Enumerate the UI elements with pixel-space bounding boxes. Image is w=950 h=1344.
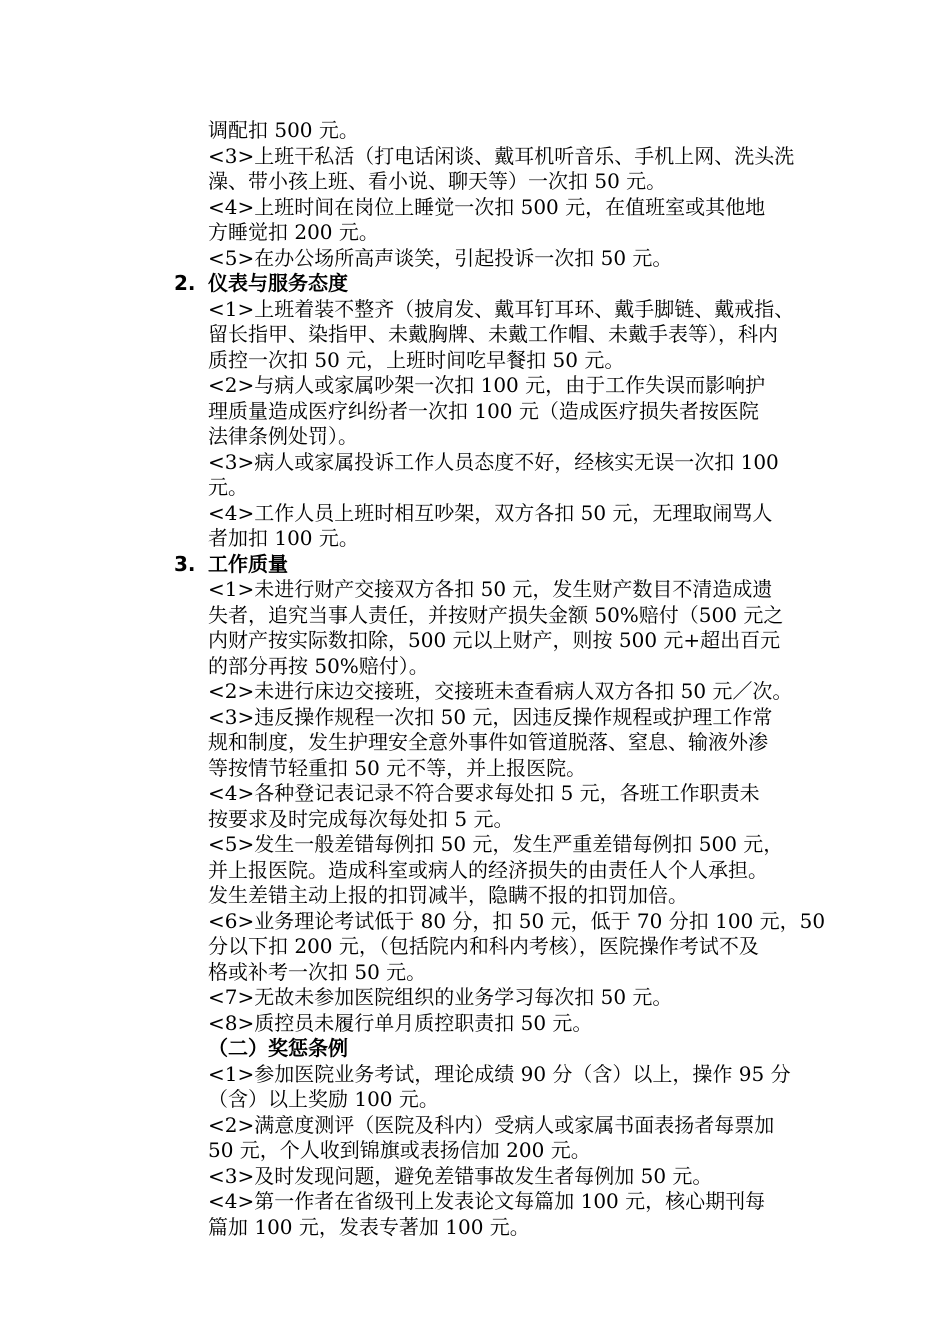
text-line [174, 883, 824, 909]
text-line [174, 118, 824, 144]
text-line [174, 909, 824, 935]
section-heading [174, 271, 824, 297]
line-text: 内财产按实际数扣除，500 元以上财产，则按 500 元+超出百元 [208, 628, 781, 652]
line-text: 并上报医院。造成科室或病人的经济损失的由责任人个人承担。 [208, 857, 768, 882]
line-text: （含）以上奖励 100 元。 [208, 1087, 439, 1111]
line-text: 的部分再按 50%赔付）。 [208, 653, 429, 678]
text-line [174, 475, 824, 501]
text-line [174, 1011, 824, 1037]
section-number: 3. [174, 551, 196, 576]
line-text: <2>满意度测评（医院及科内）受病人或家属书面表扬者每票加 [208, 1112, 775, 1137]
text-line [174, 960, 824, 986]
text-line [174, 220, 824, 246]
line-text: 质控一次扣 50 元，上班时间吃早餐扣 50 元。 [208, 347, 625, 372]
line-text: 格或补考一次扣 50 元。 [208, 959, 427, 984]
line-text: <6>业务理论考试低于 80 分，扣 50 元，低于 70 分扣 100 元，50 [208, 908, 826, 933]
line-text: <3>违反操作规程一次扣 50 元，因违反操作规程或护理工作常 [208, 704, 773, 729]
line-text: <8>质控员未履行单月质控职责扣 50 元。 [208, 1010, 593, 1035]
text-line [174, 730, 824, 756]
line-text: 元。 [208, 475, 248, 499]
line-text: 澡、带小孩上班、看小说、聊天等）一次扣 50 元。 [208, 169, 667, 193]
text-line [174, 577, 824, 603]
section-heading [174, 552, 824, 578]
text-line [174, 297, 824, 323]
text-line [174, 399, 824, 425]
line-text: 方睡觉扣 200 元。 [208, 220, 379, 244]
document-body [174, 118, 824, 1240]
text-line [174, 603, 824, 629]
text-line [174, 858, 824, 884]
text-line [174, 1164, 824, 1190]
text-line [174, 373, 824, 399]
line-text: 仪表与服务态度 [208, 271, 348, 295]
line-text: <4>第一作者在省级刊上发表论文每篇加 100 元，核心期刊每 [208, 1189, 766, 1213]
line-text: 等按情节轻重扣 50 元不等，并上报医院。 [208, 755, 587, 780]
section-number: 2. [174, 271, 196, 295]
line-text: 法律条例处罚）。 [208, 424, 358, 448]
text-line [174, 934, 824, 960]
line-text: <2>与病人或家属吵架一次扣 100 元，由于工作失误而影响护 [208, 373, 766, 397]
text-line [174, 807, 824, 833]
text-line [174, 1138, 824, 1164]
line-text: 50 元，个人收到锦旗或表扬信加 200 元。 [208, 1138, 591, 1162]
text-line [174, 348, 824, 374]
line-text: 调配扣 500 元。 [208, 118, 359, 142]
text-line [174, 756, 824, 782]
line-text: 理质量造成医疗纠纷者一次扣 100 元（造成医疗损失者按医院 [208, 398, 759, 423]
text-line [174, 501, 824, 527]
line-text: <5>在办公场所高声谈笑，引起投诉一次扣 50 元。 [208, 245, 673, 270]
text-line [174, 322, 824, 348]
line-text: <7>无故未参加医院组织的业务学习每次扣 50 元。 [208, 985, 673, 1009]
line-text: <1>上班着装不整齐（披肩发、戴耳钉耳环、戴手脚链、戴戒指、 [208, 296, 795, 321]
line-text: <1>未进行财产交接双方各扣 50 元，发生财产数目不清造成遗 [208, 577, 773, 601]
line-text: （二）奖惩条例 [208, 1036, 348, 1060]
text-line [174, 679, 824, 705]
line-text: 规和制度，发生护理安全意外事件如管道脱落、窒息、输液外渗 [208, 730, 768, 754]
text-line [174, 195, 824, 221]
text-line [174, 144, 824, 170]
text-line [174, 985, 824, 1011]
text-line [174, 526, 824, 552]
text-line [174, 1087, 824, 1113]
line-text: <3>上班干私活（打电话闲谈、戴耳机听音乐、手机上网、洗头洗 [208, 143, 795, 168]
text-line [174, 246, 824, 272]
text-line [174, 628, 824, 654]
line-text: 分以下扣 200 元，（包括院内和科内考核），医院操作考试不及 [208, 934, 759, 958]
text-line [174, 1062, 824, 1088]
text-line [174, 705, 824, 731]
section-heading [174, 1036, 824, 1062]
line-text: <3>及时发现问题，避免差错事故发生者每例加 50 元。 [208, 1163, 713, 1188]
line-text: 发生差错主动上报的扣罚减半，隐瞒不报的扣罚加倍。 [208, 883, 688, 907]
text-line [174, 450, 824, 476]
text-line [174, 1113, 824, 1139]
line-text: <5>发生一般差错每例扣 50 元，发生严重差错每例扣 500 元， [208, 832, 784, 856]
text-line [174, 169, 824, 195]
text-line [174, 1189, 824, 1215]
text-line [174, 1215, 824, 1241]
text-line [174, 424, 824, 450]
line-text: <3>病人或家属投诉工作人员态度不好，经核实无误一次扣 100 [208, 449, 779, 474]
line-text: <4>各种登记表记录不符合要求每处扣 5 元，各班工作职责未 [208, 781, 760, 805]
line-text: 失者，追究当事人责任，并按财产损失金额 50%赔付（500 元之 [208, 602, 784, 627]
line-text: <2>未进行床边交接班，交接班未查看病人双方各扣 50 元／次。 [208, 679, 793, 703]
text-line [174, 781, 824, 807]
text-line [174, 654, 824, 680]
line-text: <4>工作人员上班时相互吵架，双方各扣 50 元，无理取闹骂人 [208, 500, 773, 525]
line-text: 者加扣 100 元。 [208, 526, 359, 550]
line-text: <4>上班时间在岗位上睡觉一次扣 500 元，在值班室或其他地 [208, 194, 766, 219]
line-text: <1>参加医院业务考试，理论成绩 90 分（含）以上，操作 95 分 [208, 1061, 791, 1086]
line-text: 篇加 100 元，发表专著加 100 元。 [208, 1214, 530, 1239]
line-text: 留长指甲、染指甲、未戴胸牌、未戴工作帽、未戴手表等），科内 [208, 322, 778, 346]
text-line [174, 832, 824, 858]
line-text: 按要求及时完成每次每处扣 5 元。 [208, 806, 514, 831]
line-text: 工作质量 [208, 551, 288, 576]
